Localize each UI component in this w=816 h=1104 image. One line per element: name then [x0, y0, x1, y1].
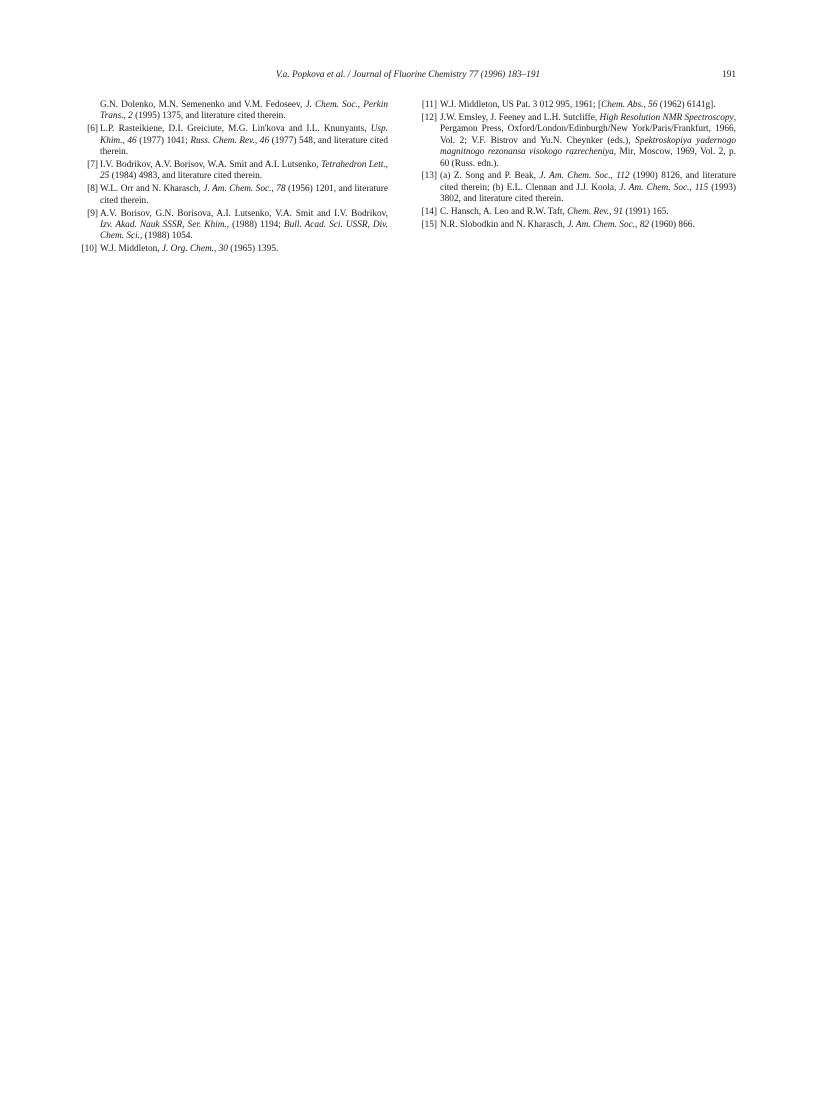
reference-part: , (1988) 1194; [226, 220, 284, 231]
reference-part: (1991) 165. [623, 207, 669, 218]
reference-14 [420, 207, 736, 218]
reference-part: (1984) 4983, and literature cited therein. [109, 171, 263, 182]
reference-part-italic: J. Am. Chem. Soc., 82 [567, 220, 649, 231]
running-header [80, 68, 736, 82]
reference-8 [80, 184, 388, 207]
reference-part: W.L. Orr and N. Kharasch, [100, 184, 204, 195]
reference-number: [15] [421, 220, 437, 231]
reference-part-italic: Tetrahedron Lett., 25 [100, 160, 388, 182]
page-number: 191 [722, 70, 736, 80]
reference-part-italic: Chem. Rev., 91 [567, 207, 624, 218]
reference-part: C. Hansch, A. Leo and R.W. Taft, [440, 207, 568, 218]
reference-part: , Mir, Moscow, 1969, Vol. 2, p. 60 (Russ. edn.). [440, 147, 736, 169]
reference-number: [12] [421, 112, 437, 123]
reference-part: I.V. Bodrikov, A.V. Borisov, W.A. Smit and A.I. Lutsenko, [100, 160, 322, 171]
reference-number: [8] [87, 184, 98, 195]
reference-9 [80, 209, 388, 243]
running-title: V.a. Popkova et al. / Journal of Fluorine Chemistry 77 (1996) 183–191 [275, 70, 541, 80]
reference-part-italic: J. Org. Chem., 30 [161, 244, 228, 255]
reference-number: [14] [421, 207, 437, 218]
reference-part: A.V. Borisov, G.N. Borisova, A.I. Lutsenko, V.A. Smit and I.V. Bodrikov, [100, 208, 388, 219]
reference-part-italic: High Resolution NMR Spectroscopy [599, 112, 734, 123]
reference-part-italic: J. Am. Chem. Soc., 112 [539, 171, 630, 182]
reference-part: (1965) 1395. [227, 244, 279, 255]
reference-number: [6] [87, 124, 98, 135]
reference-part-italic: Spektroskopiya yadernogo magnitnogo rezonansa visokogo razrecheniya [440, 135, 737, 158]
reference-part: (1977) 548, and literature cited therein. [100, 135, 389, 158]
reference-continued [80, 100, 388, 123]
reference-number: [7] [87, 160, 98, 171]
reference-part-italic: Izv. Akad. Nauk SSSR, Ser. Khim. [100, 220, 227, 231]
reference-part: , Pergamon Press, Oxford/London/Edinburgh/New York/Paris/Frankfurt, 1966, Vol. 2; V.F. Bistrov and Yu.N. Cheynker (eds.), [440, 112, 737, 146]
reference-part-italic: J. Am. Chem. Soc., 78 [203, 184, 286, 195]
reference-part-italic: J. Chem. Soc., Perkin Trans., 2 [100, 100, 388, 122]
reference-10 [80, 244, 388, 255]
reference-part-italic: Usp. Khim., 46 [100, 124, 388, 146]
reference-part-italic: J. Am. Chem. Soc., 115 [619, 182, 709, 193]
reference-part: (1960) 866. [649, 220, 695, 231]
reference-part-italic: Chem. Abs., 56 [601, 100, 658, 110]
reference-number: [13] [421, 171, 437, 182]
reference-part: W.J. Middleton, US Pat. 3 012 995, 1961; [ [440, 100, 602, 110]
reference-number: [9] [87, 208, 98, 219]
reference-15 [420, 220, 736, 231]
reference-part: (a) Z. Song and P. Beak, [440, 171, 540, 182]
reference-part: W.J. Middleton, [100, 244, 162, 255]
reference-part-italic: Russ. Chem. Rev., 46 [190, 135, 270, 146]
reference-number: [10] [81, 244, 97, 255]
reference-number: [11] [421, 100, 437, 110]
reference-column-left [80, 100, 388, 257]
reference-part: , (1988) 1054. [140, 231, 193, 242]
reference-part: (1962) 6141g]. [657, 100, 716, 110]
reference-part-italic: Bull. Acad. Sci. USSR, Div. Chem. Sci. [100, 220, 388, 242]
reference-12 [420, 113, 736, 170]
reference-7 [80, 160, 388, 183]
reference-part: G.N. Dolenko, M.N. Semenenko and V.M. Fedoseev, [100, 100, 306, 110]
reference-column-right [420, 100, 736, 233]
reference-part: (1977) 1041; [136, 135, 191, 146]
reference-part: (1990) 8126, and literature cited therein; (b) E.L. Clennan and J.J. Koola, [440, 171, 736, 193]
reference-6 [80, 124, 388, 158]
reference-part: L.P. Rasteikiene, D.I. Greiciute, M.G. Lin'kova and I.L. Knunyants, [100, 124, 371, 135]
reference-part: J.W. Emsley, J. Feeney and L.H. Sutcliffe, [440, 112, 600, 123]
reference-part: N.R. Slobodkin and N. Kharasch, [440, 220, 568, 231]
reference-13 [420, 171, 736, 205]
reference-part: (1995) 1375, and literature cited therein. [132, 111, 286, 122]
reference-11 [420, 100, 736, 111]
reference-part: (1956) 1201, and literature cited therein. [100, 184, 389, 206]
reference-part: (1993) 3802, and literature cited therein. [440, 182, 736, 205]
